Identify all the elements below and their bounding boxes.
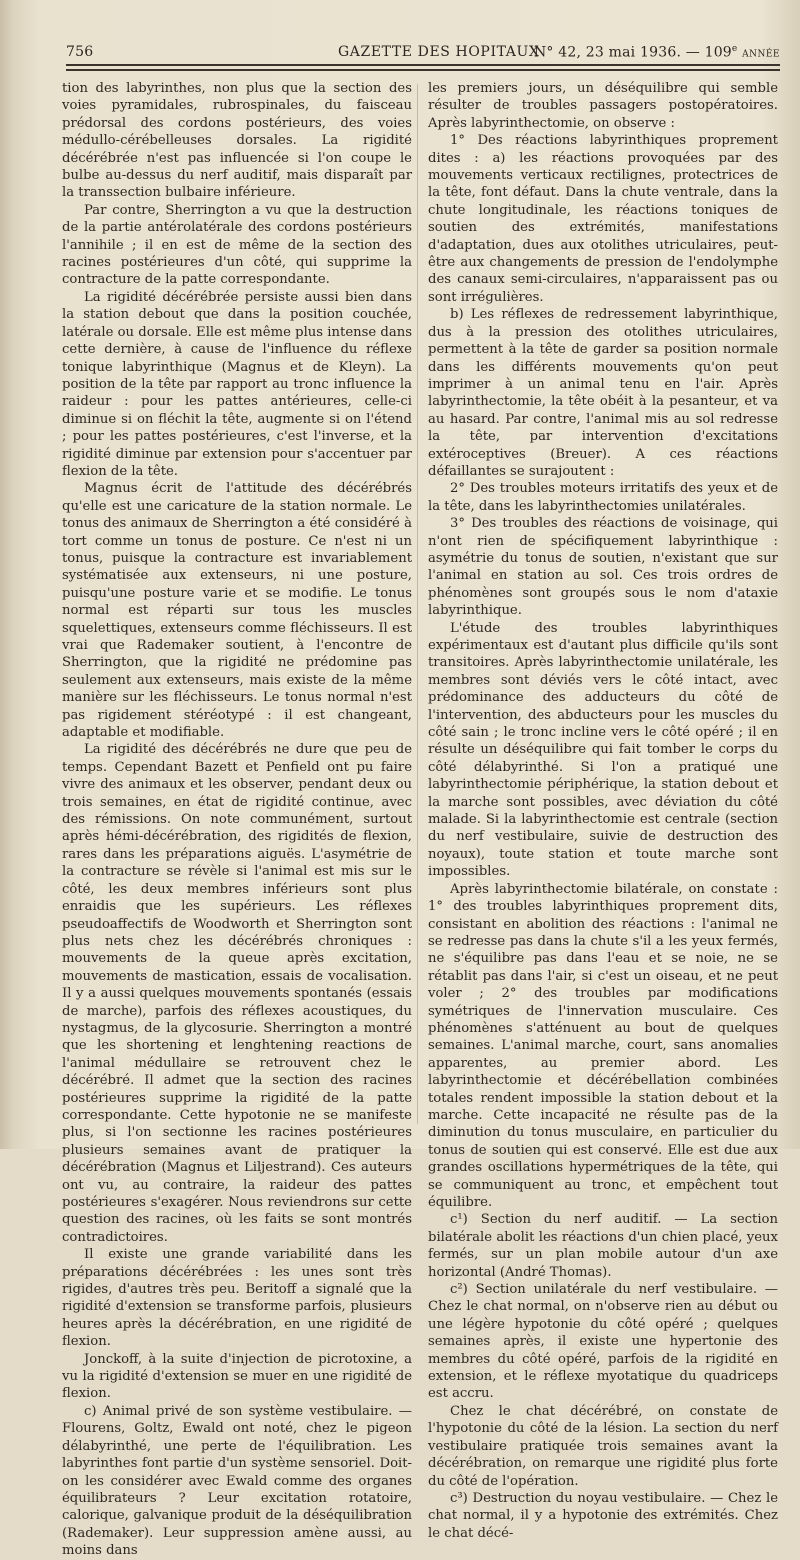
paragraph: Après labyrinthectomie bilatérale, on constate : 1° des troubles labyrinthiques proprement dits, consistant en abolition des réactions : l'animal ne se redresse pas dans la chute s'il a les yeux fermés, ne s'équilibre pas dans l'eau et se noie, ne se rétablit pas dans l'air, si c'est un oiseau, et ne peut voler ; 2° des troubles par modifications symétriques de l'innervation musculaire. Ces phénomènes s'atténuent au bout de quelques semaines. L'animal marche, court, sans anomalies apparentes, au premier abord. Les labyrinthectomie et décérébellation combinées totales rendent impossible la station debout et la marche. Cette incapacité ne résulte pas de la diminution du tonus musculaire, en particulier du tonus de soutien qui est conservé. Elle est due aux grandes oscillations hypermétriques de la tête, qui se communiquent au tronc, et empêchent tout équilibre.	[428, 881, 778, 1210]
paragraph: les premiers jours, un déséquilibre qui semble résulter de troubles passagers postopératoires. Après labyrinthectomie, on observe :	[428, 81, 778, 131]
column-divider	[417, 84, 418, 1124]
paragraph: 2° Des troubles moteurs irritatifs des yeux et de la tête, dans les labyrinthectomies unilatérales.	[428, 481, 778, 514]
left-column	[62, 80, 412, 1560]
page-number: 756	[66, 44, 94, 60]
journal-title: GAZETTE DES HOPITAUX	[338, 44, 540, 60]
paragraph: 3° Des troubles des réactions de voisinage, qui n'ont rien de spécifiquement labyrinthique : asymétrie du tonus de soutien, n'existant que sur l'animal en station au sol. Ces trois ordres de phénomènes sont groupés sous le nom d'ataxie labyrinthique.	[428, 516, 778, 619]
section-c3-vestibular-nucleus: c³) Destruction du noyau vestibulaire. — Chez le chat normal, il y a hypotonie des extrémités. Chez le chat décé-	[428, 1490, 778, 1541]
section-c2-vestibular-nerve: c²) Section unilatérale du nerf vestibulaire. — Chez le chat normal, on n'observe rien au début ou une légère hypotonie du côté opéré ; quelques semaines après, il existe une hypertonie des membres du côté opéré, parfois de la rigidité en extension, et le réflexe myotatique du quadriceps est accru.	[428, 1282, 778, 1402]
paragraph: 1° Des réactions labyrinthiques proprement dites : a) les réactions provoquées par des mouvements verticaux rectilignes, protectrices de la tête, font défaut. Dans la chute ventrale, dans la chute longitudinale, les réactions toniques de soutien des extrémités, manifestations d'adaptation, dues aux otolithes utriculaires, peut-être aux changements de pression de l'endolymphe des canaux semi-circulaires, n'apparaissent pas ou sont irrégulières.	[428, 133, 778, 305]
paragraph: Jonckoff, à la suite d'injection de picrotoxine, a vu la rigidité d'extension se muer en une rigidité de flexion.	[62, 1351, 412, 1402]
paragraph: L'étude des troubles labyrinthiques expérimentaux est d'autant plus difficile qu'ils sont transitoires. Après labyrinthectomie unilatérale, les membres sont déviés vers le côté intact, avec prédominance des adducteurs du côté de l'intervention, des abducteurs pour les muscles du côté sain ; le tronc incline vers le côté opéré ; il en résulte un déséquilibre qui fait tomber le corps du côté délabyrinthé. Si l'on a pratiqué une labyrinthectomie périphérique, la station debout et la marche sont possibles, avec déviation du côté malade. Si la labyrinthectomie est centrale (section du nerf vestibulaire, suivie de destruction des noyaux), toute station et toute marche sont impossibles.	[428, 620, 778, 880]
header-rule-top	[66, 64, 780, 66]
paragraph: Par contre, Sherrington a vu que la destruction de la partie antérolatérale des cordons postérieurs l'annihile ; il en est de même de la section des racines postérieures d'un côté, qui supprime la contracture de la patte correspondante.	[62, 202, 412, 288]
paragraph: La rigidité décérébrée persiste aussi bien dans la station debout que dans la position couchée, latérale ou dorsale. Elle est même plus intense dans cette dernière, à cause de l'influence du réflexe tonique labyrinthique (Magnus et de Kleyn). La position de la tête par rapport au tronc influence la raideur : pour les pattes antérieures, celle-ci diminue si on fléchit la tête, augmente si on l'étend ; pour les pattes postérieures, c'est l'inverse, et la rigidité diminue par extension pour s'accentuer par flexion de la tête.	[62, 289, 412, 479]
paragraph: Chez le chat décérébré, on constate de l'hypotonie du côté de la lésion. La section du nerf vestibulaire pratiquée trois semaines avant la décérébration, on remarque une rigidité plus forte du côté de l'opération.	[428, 1403, 778, 1489]
page-header	[66, 44, 780, 62]
paragraph: Il existe une grande variabilité dans les préparations décérébrées : les unes sont très rigides, d'autres très peu. Beritoff a signalé que la rigidité d'extension se transforme parfois, plusieurs heures après la décérébration, en une rigidité de flexion.	[62, 1247, 412, 1350]
section-c1-auditory-nerve: c¹) Section du nerf auditif. — La section bilatérale abolit les réactions d'un chien placé, yeux fermés, sur un plan mobile autour d'un axe horizontal (André Thomas).	[428, 1212, 778, 1280]
paragraph: b) Les réflexes de redressement labyrinthique, dus à la pression des otolithes utriculaires, permettent à la tête de garder sa position normale dans les différents mouvements qu'on peut imprimer à un animal tenu en l'air. Après labyrinthectomie, la tête obéit à la pesanteur, et va au hasard. Par contre, l'animal mis au sol redresse la tête, par intervention d'excitations extéroceptives (Breuer). A ces réactions défaillantes se surajoutent :	[428, 307, 778, 479]
paragraph: tion des labyrinthes, non plus que la section des voies pyramidales, rubrospinales, du faisceau prédorsal des cordons postérieurs, des voies médullo-cérébelleuses dorsales. La rigidité décérébrée n'est pas influencée si l'on coupe le bulbe au-dessus du nerf auditif, mais disparaît par la transsection bulbaire inférieure.	[62, 81, 412, 201]
issue-ordinal: e	[731, 44, 738, 54]
issue-annee: ANNÉE	[742, 49, 780, 60]
paragraph: Magnus écrit de l'attitude des décérébrés qu'elle est une caricature de la station normale. Le tonus des animaux de Sherrington a été considéré à tort comme un tonus de posture. Ce n'est ni un tonus, puisque la contracture est invariablement systématisée aux extenseurs, ni une posture, puisqu'une posture varie et se modifie. Le tonus normal est réparti sur tous les muscles squelettiques, extenseurs comme fléchisseurs. Il est vrai que Rademaker soutient, à l'encontre de Sherrington, que la rigidité ne prédomine pas seulement aux extenseurs, mais existe de la même manière sur les fléchisseurs. Le tonus normal n'est pas rigidement stéréotypé : il est changeant, adaptable et modifiable.	[62, 481, 412, 741]
right-column	[428, 80, 778, 1542]
section-c-vestibular: c) Animal privé de son système vestibulaire. — Flourens, Goltz, Ewald ont noté, chez le pigeon délabyrinthé, une perte de l'équilibration. Les labyrinthes font partie d'un système sensoriel. Doit-on les considérer avec Ewald comme des organes équilibrateurs ? Leur excitation rotatoire, calorique, galvanique produit de la déséquilibration (Rademaker). Leur suppression amène aussi, au moins dans	[62, 1403, 412, 1559]
issue-text: N° 42, 23 mai 1936. — 109	[533, 44, 732, 61]
issue-info	[534, 44, 780, 61]
header-rule-bottom	[66, 69, 780, 71]
paragraph: La rigidité des décérébrés ne dure que peu de temps. Cependant Bazett et Penfield ont pu faire vivre des animaux et les observer, pendant deux ou trois semaines, en état de rigidité continue, avec des rémissions. On note communément, surtout après hémi-décérébration, des rigidités de flexion, rares dans les préparations aiguës. L'asymétrie de la contracture se révèle si l'animal est mis sur le côté, les deux membres inférieurs sont plus enraidis que les supérieurs. Les réflexes pseudoaffectifs de Woodworth et Sherrington sont plus nets chez les décérébrés chroniques : mouvements de la queue après excitation, mouvements de mastication, essais de vocalisation. Il y a aussi quelques mouvements spontanés (essais de marche), parfois des réflexes acoustiques, du nystagmus, de la glycosurie. Sherrington a montré que les shortening et lenghtening reactions de l'animal médullaire se retrouvent chez le décérébré. Il admet que la section des racines postérieures supprime la rigidité de la patte correspondante. Cette hypotonie ne se manifeste plus, si l'on sectionne les racines postérieures plusieurs semaines avant de pratiquer la décérébration (Magnus et Liljestrand). Ces auteurs ont vu, au contraire, la raideur des pattes postérieures s'exagérer. Nous reviendrons sur cette question des racines, où les faits se sont montrés contradictoires.	[62, 742, 412, 1245]
